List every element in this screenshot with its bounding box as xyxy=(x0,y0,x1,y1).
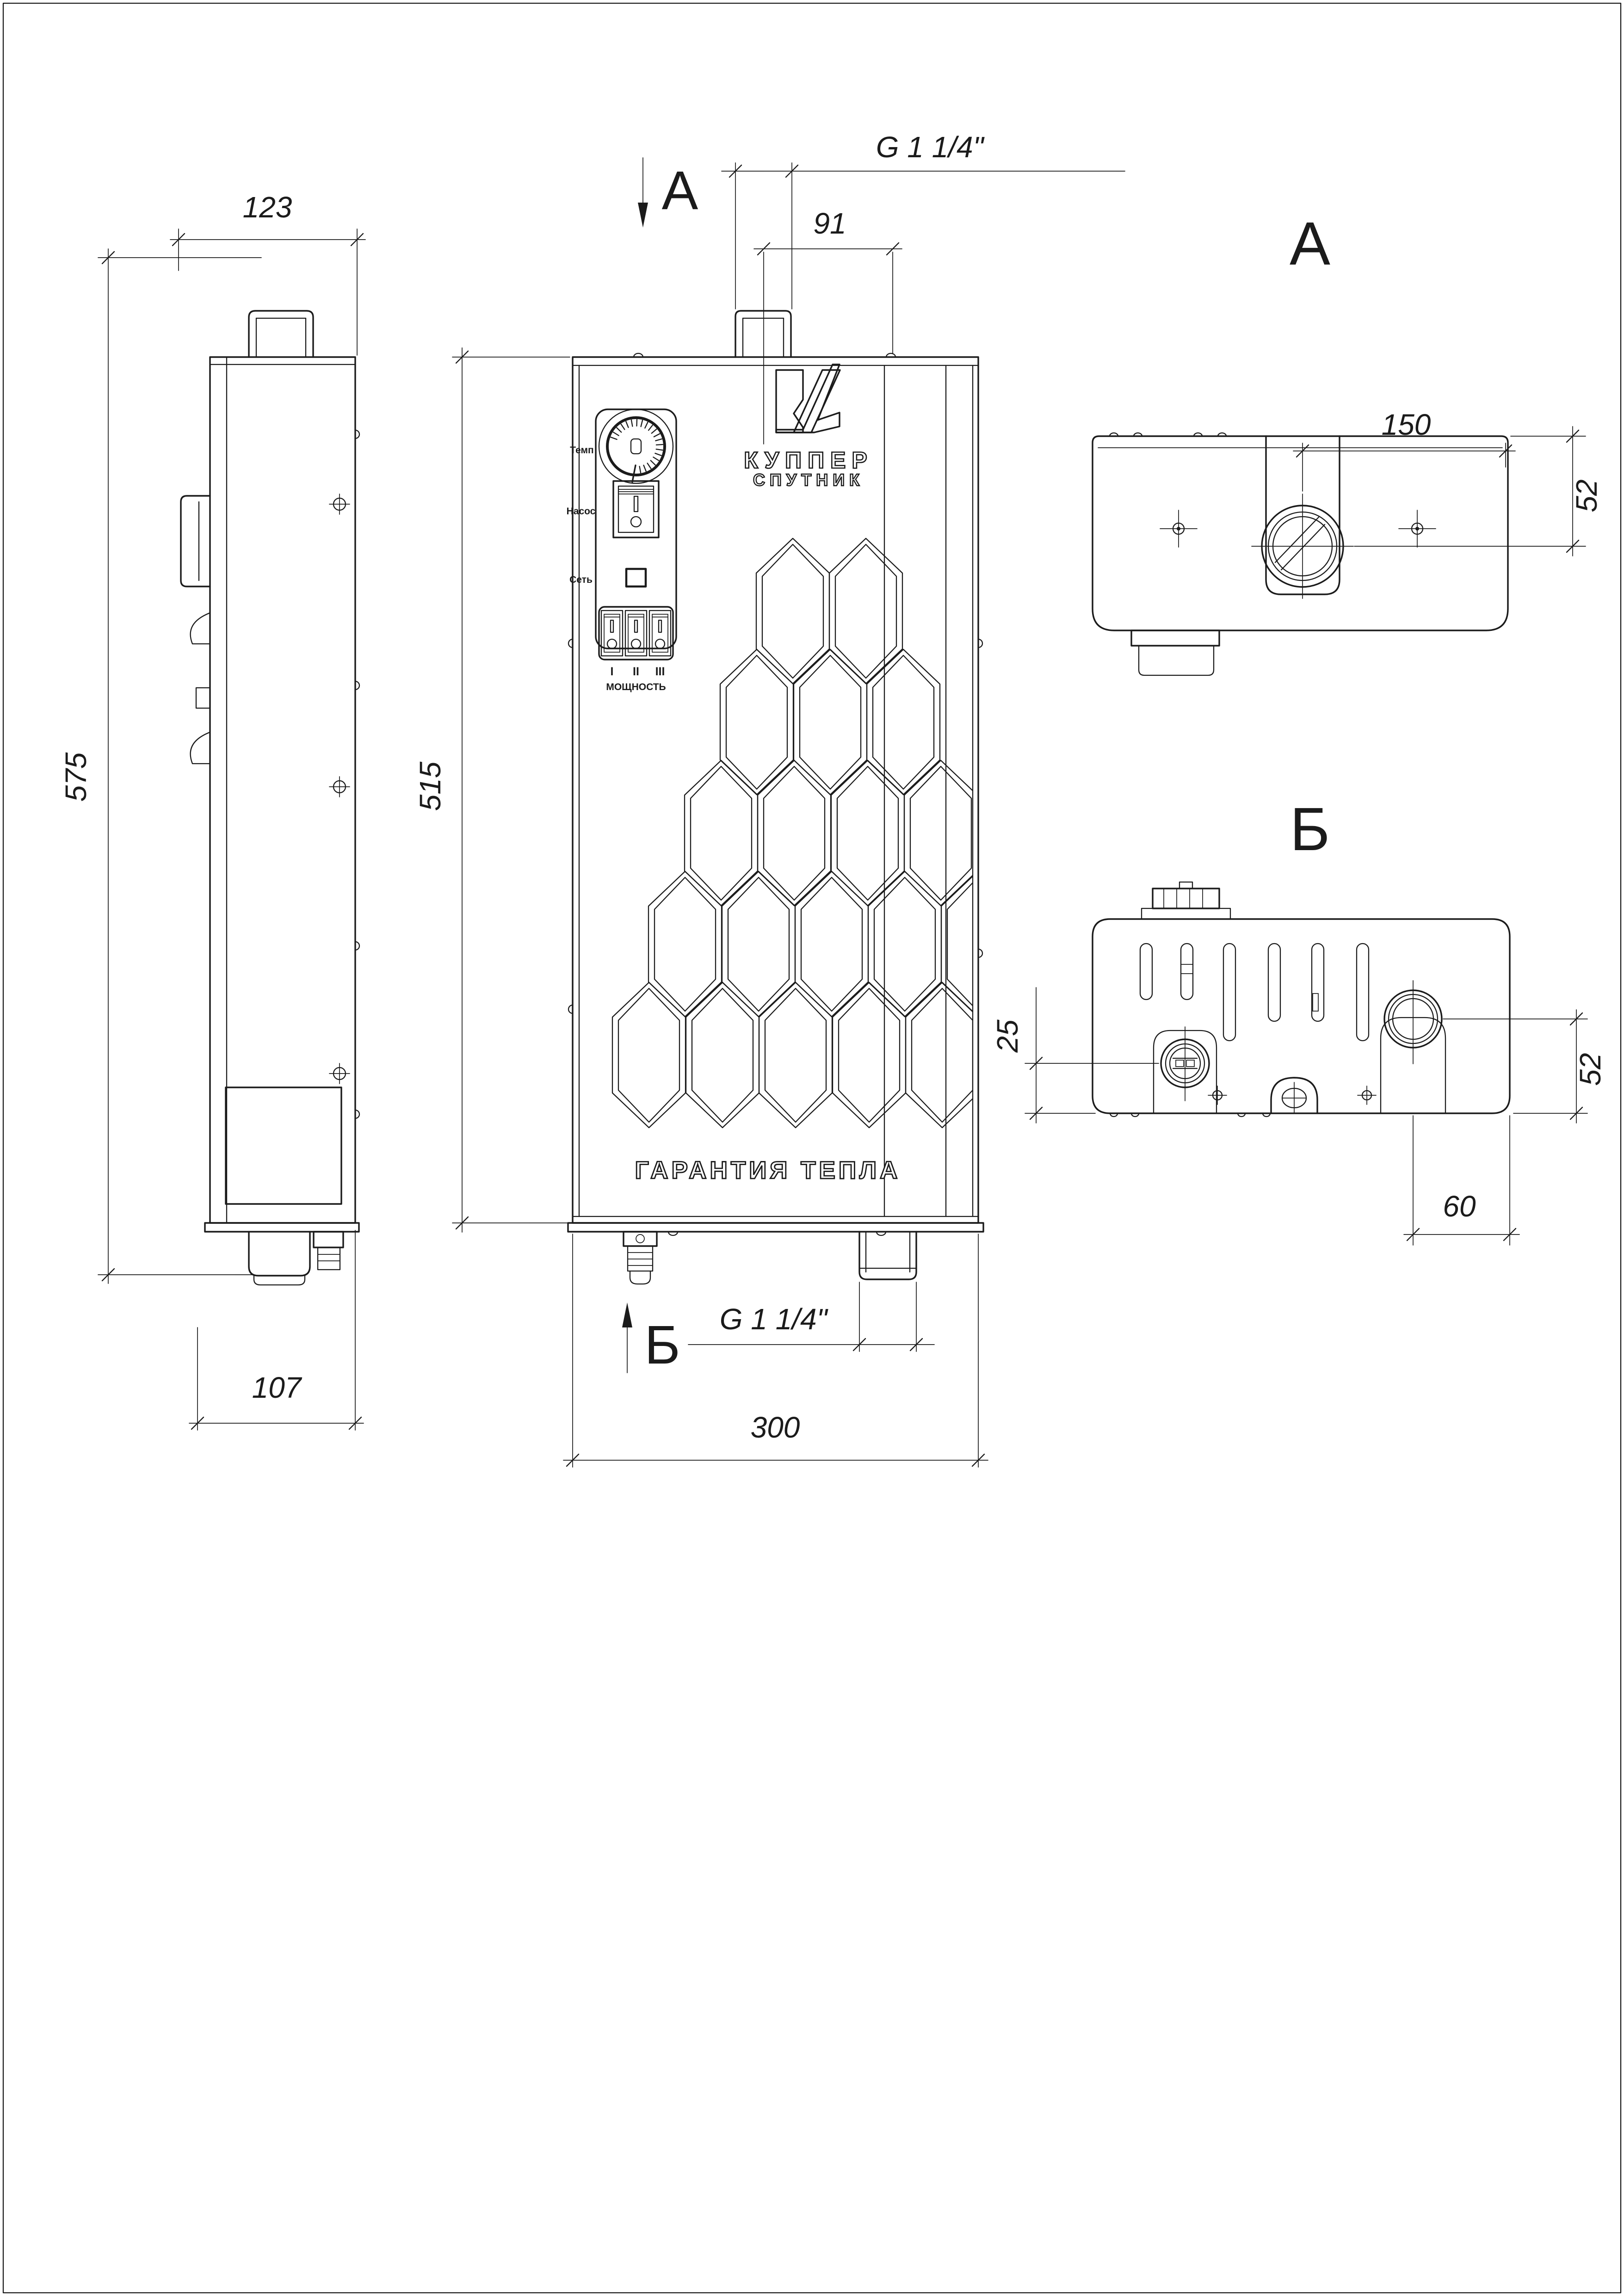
view-b-body xyxy=(1093,919,1510,1113)
section-top-label: А xyxy=(661,160,698,221)
dim-side-height xyxy=(59,249,261,1284)
brand-name: КУППЕР xyxy=(744,447,873,473)
stage-1-label: I xyxy=(610,665,614,678)
dial-tick xyxy=(654,434,660,437)
honeycomb-hex xyxy=(685,760,758,906)
honeycomb-hex xyxy=(764,766,825,900)
temp-label: Темп xyxy=(570,445,594,456)
view-b xyxy=(991,795,1607,1245)
view-a xyxy=(1093,210,1603,675)
honeycomb-hex xyxy=(794,649,867,795)
switch-on-mark xyxy=(634,496,638,512)
dim-front-top-thread xyxy=(722,130,1125,309)
side-view xyxy=(59,191,365,1430)
side-lever-1 xyxy=(191,613,210,644)
view-a-stub xyxy=(1131,630,1219,646)
view-b-connector xyxy=(1142,882,1230,919)
dial-tick xyxy=(644,465,646,471)
dial-tick xyxy=(621,424,625,430)
honeycomb-hex xyxy=(910,766,971,900)
honeycomb-hex xyxy=(728,877,789,1011)
honeycomb-hex xyxy=(904,760,977,906)
honeycomb-hex xyxy=(795,871,868,1017)
honeycomb-hex xyxy=(829,538,902,684)
dial-knob xyxy=(631,439,641,454)
dial-tick xyxy=(617,428,621,432)
dial-tick xyxy=(648,463,651,469)
dim-side-bottom-depth-label: 107 xyxy=(252,1371,302,1404)
view-a-screws xyxy=(1160,510,1436,547)
honeycomb-hex xyxy=(835,544,896,678)
dial-tick xyxy=(640,466,641,473)
dim-view-a-pipe-depth-label: 52 xyxy=(1570,479,1603,512)
dial-tick xyxy=(631,420,633,426)
honeycomb-hex xyxy=(756,538,829,684)
section-bottom-label: Б xyxy=(644,1315,680,1376)
dim-view-a-pipe-offset xyxy=(1293,408,1515,491)
power-label: Сеть xyxy=(569,574,593,585)
honeycomb-hex xyxy=(720,649,793,795)
dial-tick xyxy=(653,457,659,460)
dial-tick xyxy=(655,439,662,441)
arrow-down-icon xyxy=(638,203,648,228)
dial-tick xyxy=(656,449,663,450)
dim-view-a-pipe-offset-label: 150 xyxy=(1381,408,1431,441)
side-bottom-pipe xyxy=(249,1232,310,1276)
brand-slogan: ГАРАНТИЯ ТЕПЛА xyxy=(635,1157,901,1184)
honeycomb-hex xyxy=(726,655,787,789)
dim-front-width-label: 300 xyxy=(750,1411,800,1444)
dial-tick xyxy=(613,432,619,435)
honeycomb-hex xyxy=(612,982,685,1128)
dim-view-b-pipe-depth xyxy=(1443,1010,1607,1123)
dial-tick xyxy=(645,422,648,428)
honeycomb-hex xyxy=(800,655,861,789)
dim-view-b-gland-offset xyxy=(991,988,1159,1123)
thermostat-dial[interactable] xyxy=(599,409,673,483)
dial-tick xyxy=(651,461,655,465)
dial-tick xyxy=(611,437,617,439)
dim-side-height-label: 575 xyxy=(59,752,93,802)
brand-logo-icon xyxy=(776,364,840,432)
honeycomb-hex xyxy=(867,649,940,795)
dim-side-top-width xyxy=(170,191,365,355)
honeycomb-hex xyxy=(906,982,979,1128)
side-body xyxy=(210,357,355,1223)
dim-view-b-pipe-offset-label: 60 xyxy=(1443,1190,1476,1223)
pump-label: Насос xyxy=(566,506,596,517)
honeycomb-hex xyxy=(833,982,906,1128)
honeycomb-hex xyxy=(655,877,716,1011)
pump-switch[interactable] xyxy=(613,481,659,537)
side-knob xyxy=(181,496,210,586)
honeycomb-hex xyxy=(837,766,898,900)
honeycomb-hex xyxy=(868,871,941,1017)
view-b-gland xyxy=(1154,1027,1216,1113)
view-a-title: А xyxy=(1289,210,1331,278)
honeycomb-hex xyxy=(765,988,826,1122)
honeycomb-hex xyxy=(873,655,934,789)
front-bottom-pipe xyxy=(859,1232,916,1279)
honeycomb-hex xyxy=(691,766,752,900)
honeycomb-hex xyxy=(692,988,753,1122)
honeycomb-hex xyxy=(762,544,823,678)
bank-label: МОЩНОСТЬ xyxy=(606,682,666,692)
dial-tick xyxy=(626,421,628,427)
section-arrow-bottom xyxy=(622,1302,680,1376)
honeycomb-hex xyxy=(831,760,904,906)
dial-tick xyxy=(656,444,663,445)
dial-tick xyxy=(652,429,657,433)
view-b-title: Б xyxy=(1290,795,1330,863)
side-nub xyxy=(196,688,210,708)
honeycomb-hex xyxy=(874,877,935,1011)
switch-off-mark xyxy=(631,517,641,527)
dim-front-pipe-offset-label: 91 xyxy=(813,207,846,240)
front-view xyxy=(414,130,1125,1467)
honeycomb-hex xyxy=(758,760,831,906)
sheet-border xyxy=(3,3,1621,2293)
side-screws xyxy=(329,494,350,1084)
dim-view-b-pipe-depth-label: 52 xyxy=(1574,1053,1607,1086)
dim-front-height xyxy=(414,348,570,1232)
dim-front-height-label: 515 xyxy=(414,761,447,811)
honeycomb-hex xyxy=(618,988,679,1122)
brand-series: СПУТНИК xyxy=(753,470,864,489)
honeycomb-hex xyxy=(759,982,832,1128)
view-b-drain xyxy=(1271,1078,1317,1113)
dial-tick xyxy=(648,425,653,430)
front-cable-gland xyxy=(624,1232,657,1284)
honeycomb-hex xyxy=(722,871,795,1017)
control-panel xyxy=(567,409,676,692)
dial-tick xyxy=(655,453,661,456)
side-terminal-box xyxy=(226,1087,341,1204)
dim-side-top-width-label: 123 xyxy=(242,191,292,224)
honeycomb-hex xyxy=(912,988,973,1122)
view-b-pipe xyxy=(1381,981,1445,1113)
stage-3-label: III xyxy=(655,665,665,678)
power-switch-bank xyxy=(599,607,673,660)
honeycomb-hex xyxy=(648,871,722,1017)
stage-2-label: II xyxy=(633,665,639,678)
honeycomb-hex xyxy=(686,982,759,1128)
dim-side-bottom-depth xyxy=(189,1230,364,1430)
dim-front-top-thread-label: G 1 1/4" xyxy=(876,130,984,164)
dim-view-b-pipe-offset xyxy=(1404,1116,1519,1245)
dim-view-a-pipe-depth xyxy=(1354,426,1603,556)
honeycomb-hex xyxy=(801,877,862,1011)
side-lever-2 xyxy=(191,732,210,764)
view-b-vent-slots xyxy=(1140,944,1369,1041)
honeycomb-hex xyxy=(839,988,900,1122)
dial-tick xyxy=(641,420,642,427)
dim-view-b-gland-offset-label: 25 xyxy=(991,1019,1024,1053)
dim-front-bottom-thread xyxy=(688,1282,934,1352)
side-gland xyxy=(314,1232,343,1247)
dim-front-bottom-thread-label: G 1 1/4" xyxy=(719,1302,827,1336)
arrow-up-icon xyxy=(622,1302,632,1327)
view-a-body xyxy=(1093,436,1508,630)
section-arrow-top xyxy=(638,158,698,228)
power-indicator xyxy=(626,569,646,586)
